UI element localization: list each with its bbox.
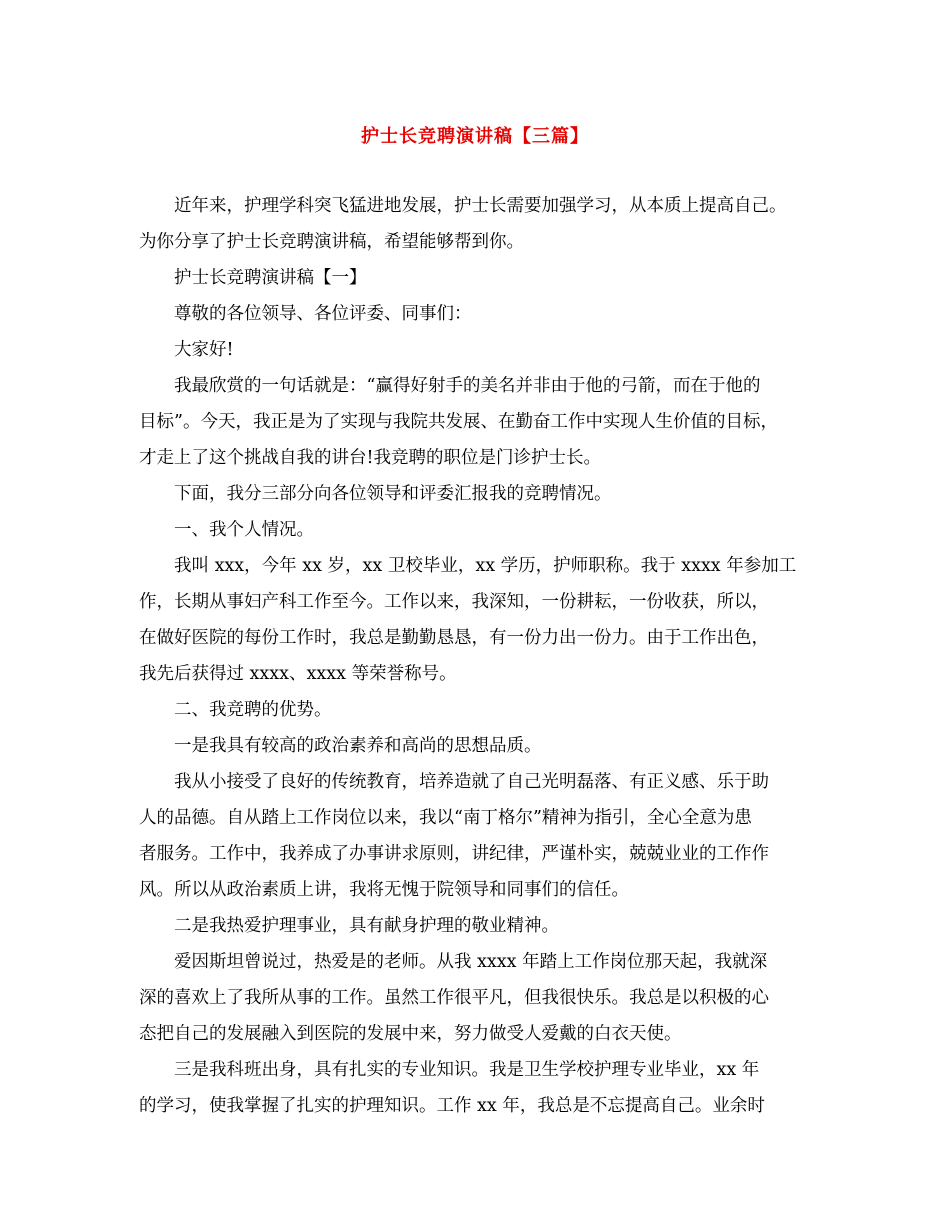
document-title: 护士长竞聘演讲稿【三篇】 <box>361 126 589 147</box>
text-line: 一、我个人情况。 <box>174 520 314 540</box>
text-line: 一是我具有较高的政治素养和高尚的思想品质。 <box>174 736 542 756</box>
text-line: 我最欣赏的一句话就是：“赢得好射手的美名并非由于他的弓箭，而在于他的 <box>174 376 761 396</box>
text-line: 我先后获得过 xxxx、xxxx 等荣誉称号。 <box>139 664 457 684</box>
text-line: 目标”。今天，我正是为了实现与我院共发展、在勤奋工作中实现人生价值的目标， <box>139 412 778 432</box>
text-line: 护士长竞聘演讲稿【一】 <box>174 268 367 288</box>
text-line: 风。所以从政治素质上讲，我将无愧于院领导和同事们的信任。 <box>139 880 629 900</box>
text-line: 尊敬的各位领导、各位评委、同事们： <box>174 304 472 324</box>
text-line: 二、我竞聘的优势。 <box>174 700 332 720</box>
text-line: 我叫 xxx，今年 xx 岁，xx 卫校毕业，xx 学历，护师职称。我于 xxxx 年参加工 <box>174 556 797 576</box>
text-line: 我从小接受了良好的传统教育，培养造就了自己光明磊落、有正义感、乐于助 <box>174 772 769 792</box>
text-line: 态把自己的发展融入到医院的发展中来，努力做受人爱戴的白衣天使。 <box>139 1024 682 1044</box>
text-line: 作，长期从事妇产科工作至今。工作以来，我深知，一份耕耘，一份收获，所以， <box>139 592 769 612</box>
text-line: 二是我热爱护理事业，具有献身护理的敬业精神。 <box>174 916 559 936</box>
text-line: 下面，我分三部分向各位领导和评委汇报我的竞聘情况。 <box>174 484 612 504</box>
text-line: 三是我科班出身，具有扎实的专业知识。我是卫生学校护理专业毕业，xx 年 <box>174 1060 760 1080</box>
text-line: 才走上了这个挑战自我的讲台!我竞聘的职位是门诊护士长。 <box>139 448 602 468</box>
text-line: 人的品德。自从踏上工作岗位以来，我以“南丁格尔”精神为指引，全心全意为患 <box>139 808 752 828</box>
text-line: 深的喜欢上了我所从事的工作。虽然工作很平凡，但我很快乐。我总是以积极的心 <box>139 988 769 1008</box>
text-line: 的学习，使我掌握了扎实的护理知识。工作 xx 年，我总是不忘提高自己。业余时 <box>139 1096 765 1116</box>
text-line: 为你分享了护士长竞聘演讲稿，希望能够帮到你。 <box>139 232 524 252</box>
document-body <box>139 188 829 1124</box>
text-line: 爱因斯坦曾说过，热爱是的老师。从我 xxxx 年踏上工作岗位那天起，我就深 <box>174 952 768 972</box>
text-line: 大家好! <box>174 340 234 360</box>
text-line: 者服务。工作中，我养成了办事讲求原则，讲纪律，严谨朴实，兢兢业业的工作作 <box>139 844 769 864</box>
text-line: 近年来，护理学科突飞猛进地发展，护士长需要加强学习，从本质上提高自己。 <box>174 196 787 216</box>
text-line: 在做好医院的每份工作时，我总是勤勤恳恳，有一份力出一份力。由于工作出色， <box>139 628 769 648</box>
